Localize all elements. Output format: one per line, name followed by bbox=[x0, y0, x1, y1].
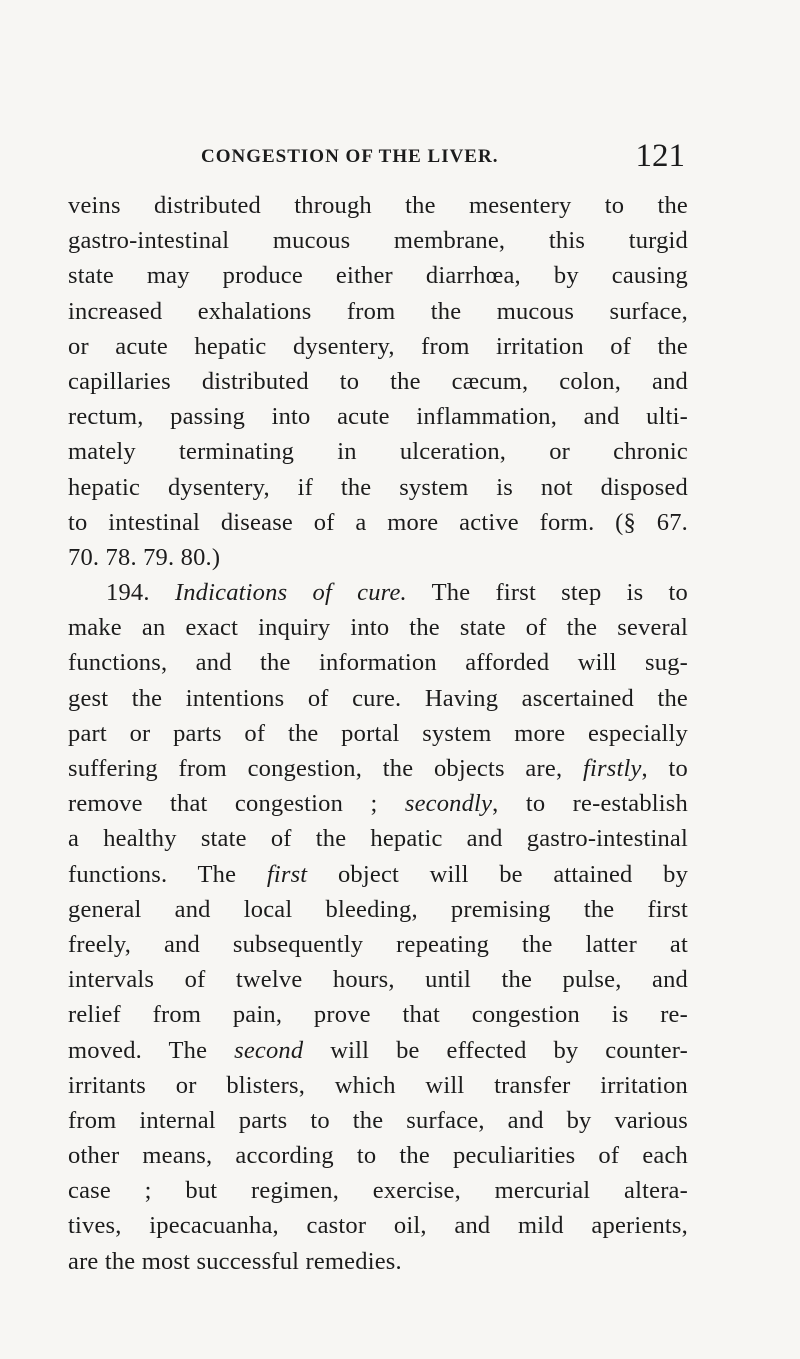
text-span: , to re-establish bbox=[492, 790, 688, 818]
page-number: 121 bbox=[635, 138, 685, 174]
text-line: capillaries distributed to the cæcum, colon, and bbox=[68, 367, 688, 395]
text-line: veins distributed through the mesentery to the bbox=[68, 192, 688, 219]
text-line: rectum, passing into acute inflammation, and ulti- bbox=[68, 403, 688, 431]
text-span: remove that congestion ; bbox=[68, 790, 378, 818]
text-span: will be effected by counter- bbox=[330, 1036, 688, 1064]
running-title: CONGESTION OF THE LIVER. bbox=[201, 146, 499, 167]
text-line: state may produce either diarrhœa, by causing bbox=[68, 262, 688, 290]
emphasis: firstly bbox=[582, 755, 642, 782]
text-line: general and local bleeding, premising the first bbox=[68, 895, 688, 923]
text-line bbox=[68, 1033, 688, 1068]
text-line: case ; but regimen, exercise, mercurial altera- bbox=[68, 1177, 688, 1205]
text-line: make an exact inquiry into the state of the several bbox=[68, 614, 688, 642]
emphasis: secondly bbox=[404, 790, 493, 818]
text-span: functions. The bbox=[68, 860, 237, 888]
text-span: object will be attained by bbox=[337, 860, 689, 888]
text-span: moved. The bbox=[68, 1036, 208, 1064]
text-line: functions, and the information afforded will sug- bbox=[68, 649, 688, 677]
text-line: gastro-intestinal mucous membrane, this turgid bbox=[68, 227, 688, 255]
text-line: gest the intentions of cure. Having ascertained the bbox=[68, 684, 688, 712]
paragraph-number: 194. bbox=[106, 579, 150, 607]
text-line: hepatic dysentery, if the system is not disposed bbox=[68, 473, 688, 501]
emphasis: second bbox=[234, 1036, 304, 1064]
text-line: tives, ipecacuanha, castor oil, and mild aperients, bbox=[68, 1212, 688, 1240]
text-line: increased exhalations from the mucous surface, bbox=[68, 297, 688, 325]
body-text bbox=[68, 188, 688, 1279]
text-span: suffering from congestion, the objects are, bbox=[68, 755, 563, 782]
text-line: intervals of twelve hours, until the pulse, and bbox=[68, 966, 688, 994]
text-line: irritants or blisters, which will transfer irritation bbox=[68, 1071, 688, 1099]
text-line: a healthy state of the hepatic and gastro-intestinal bbox=[68, 825, 688, 853]
text-line: are the most successful remedies. bbox=[68, 1247, 402, 1275]
text-line: mately terminating in ulceration, or chronic bbox=[68, 438, 688, 466]
paragraph-heading: Indications of cure. bbox=[174, 579, 407, 607]
text-line: to intestinal disease of a more active form. (§ 67. bbox=[68, 508, 688, 536]
text-span: , to bbox=[641, 755, 689, 782]
text-line: from internal parts to the surface, and by various bbox=[68, 1106, 688, 1134]
text-line bbox=[68, 751, 688, 786]
emphasis: first bbox=[266, 860, 308, 888]
text-line: part or parts of the portal system more especially bbox=[68, 719, 688, 747]
text-line: or acute hepatic dysentery, from irritation of the bbox=[68, 332, 688, 360]
running-head bbox=[175, 138, 685, 178]
text-line: relief from pain, prove that congestion is re- bbox=[68, 1001, 688, 1029]
paragraph-194-first-line bbox=[68, 575, 688, 610]
text-span: The first step is to bbox=[431, 579, 688, 607]
text-line: 70. 78. 79. 80.) bbox=[68, 543, 221, 571]
text-line: other means, according to the peculiarities of each bbox=[68, 1142, 688, 1170]
text-line: freely, and subsequently repeating the latter at bbox=[68, 930, 688, 958]
text-line bbox=[68, 857, 688, 892]
text-line bbox=[68, 786, 688, 821]
